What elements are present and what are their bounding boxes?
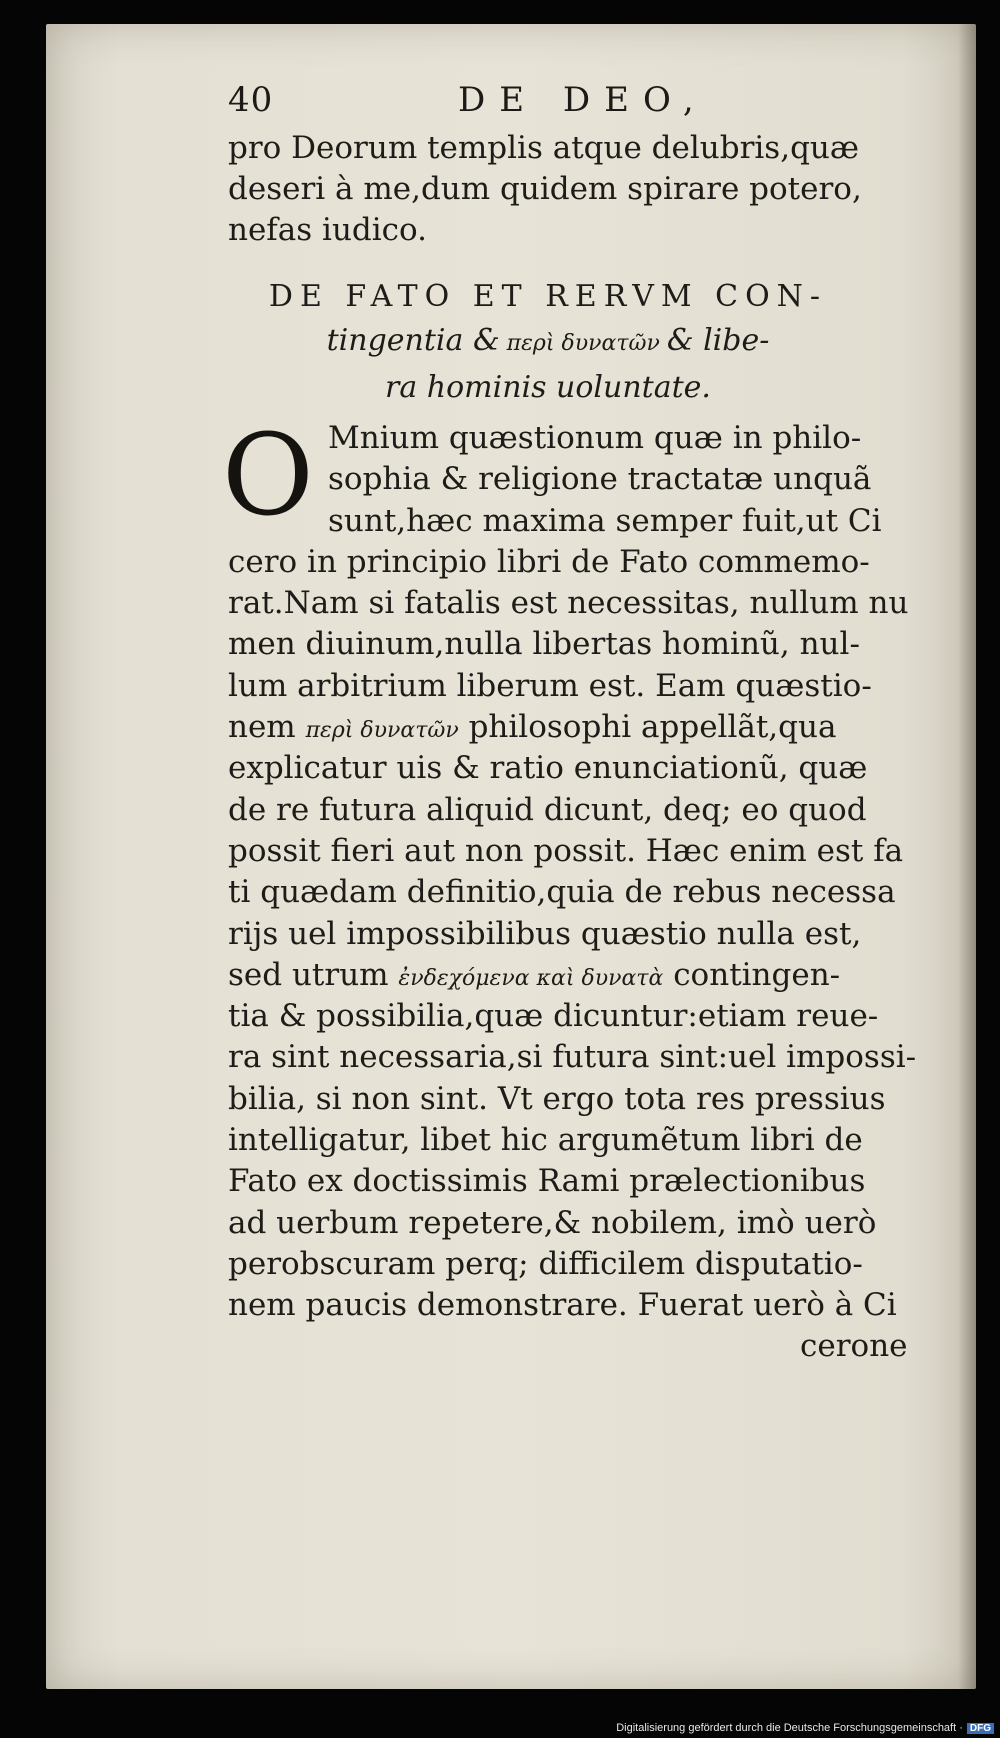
text-line: Mnium quæstionum quæ in philo- <box>328 420 862 456</box>
greek-text: ἐνδεχόμενα καὶ δυνατὰ <box>398 965 664 991</box>
text-line: pro Deorum templis atque delubris,quæ <box>228 130 860 166</box>
text-line: sophia & religione tractatæ unquã <box>328 461 872 498</box>
text-line: ad uerbum repetere,& nobilem, imò uerò <box>228 1204 877 1241</box>
text-line: tia & possibilia,quæ dicuntur:etiam reue- <box>228 998 879 1035</box>
running-head: DE DEO, <box>458 80 708 120</box>
catchword: cerone <box>800 1328 908 1364</box>
text-line: lum arbitrium liberum est. Eam quæstio- <box>228 667 872 704</box>
text-line: de re futura aliquid dicunt, deq; eo quod <box>228 791 867 828</box>
heading-italic-line-1 <box>228 319 868 366</box>
heading-greek-text: περὶ δυνατῶν <box>499 331 667 356</box>
text-line: possit fieri aut non possit. Hæc enim est fa <box>228 832 904 869</box>
body-text <box>228 418 928 1327</box>
text-line <box>228 707 928 748</box>
heading-ampersand: & <box>472 323 500 358</box>
text-segment: sed utrum <box>228 956 399 993</box>
heading-text: tingentia <box>326 323 473 358</box>
heading-caps-line: DE FATO ET RERVM CON- <box>268 279 828 314</box>
text-line: intelligatur, libet hic argumẽtum libri de <box>228 1122 863 1159</box>
text-segment: philosophi appellãt,qua <box>458 709 837 746</box>
text-line: ra sint necessaria,si futura sint:uel impossi- <box>228 1039 917 1076</box>
text-line: cero in principio libri de Fato commemo- <box>228 543 870 580</box>
page-number: 40 <box>228 80 274 120</box>
heading-italic-line-2: ra hominis uoluntate. <box>385 370 711 405</box>
heading-text: libe- <box>693 323 770 358</box>
text-line: explicatur uis & ratio enunciationũ, quæ <box>228 750 868 787</box>
credit-text: Digitalisierung gefördert durch die Deutsche Forschungsgemeinschaft · <box>616 1722 963 1734</box>
text-line: nefas iudico. <box>228 212 428 248</box>
text-line: ti quædam definitio,quia de rebus necessa <box>228 874 896 911</box>
text-segment: contingen- <box>663 956 841 993</box>
continuation-text <box>228 128 928 251</box>
drop-cap-initial: O <box>222 411 314 541</box>
section-heading <box>228 275 868 410</box>
dfg-logo: DFG <box>967 1723 994 1734</box>
text-segment: nem <box>228 709 306 746</box>
text-line <box>228 955 928 996</box>
page-gutter-shadow <box>958 24 976 1689</box>
text-line: bilia, si non sint. Vt ergo tota res pressius <box>228 1080 886 1117</box>
text-line: Fato ex doctissimis Rami prælectionibus <box>228 1163 866 1200</box>
text-line: sunt,hæc maxima semper fuit,ut Ci <box>328 502 882 539</box>
greek-text: περὶ δυνατῶν <box>305 718 459 744</box>
text-line: rat.Nam si fatalis est necessitas, nullum nu <box>228 585 909 622</box>
digitization-credit <box>616 1722 994 1734</box>
text-line: nem paucis demonstrare. Fuerat uerò à Ci <box>228 1287 897 1324</box>
text-line: perobscuram perq; difficilem disputatio- <box>228 1245 863 1282</box>
text-line: men diuinum,nulla libertas hominũ, nul- <box>228 626 860 663</box>
text-line: rijs uel impossibilibus quæstio nulla est, <box>228 915 862 952</box>
text-line: deseri à me,dum quidem spirare potero, <box>228 171 862 207</box>
heading-ampersand: & <box>666 323 694 358</box>
page-header <box>228 80 918 130</box>
